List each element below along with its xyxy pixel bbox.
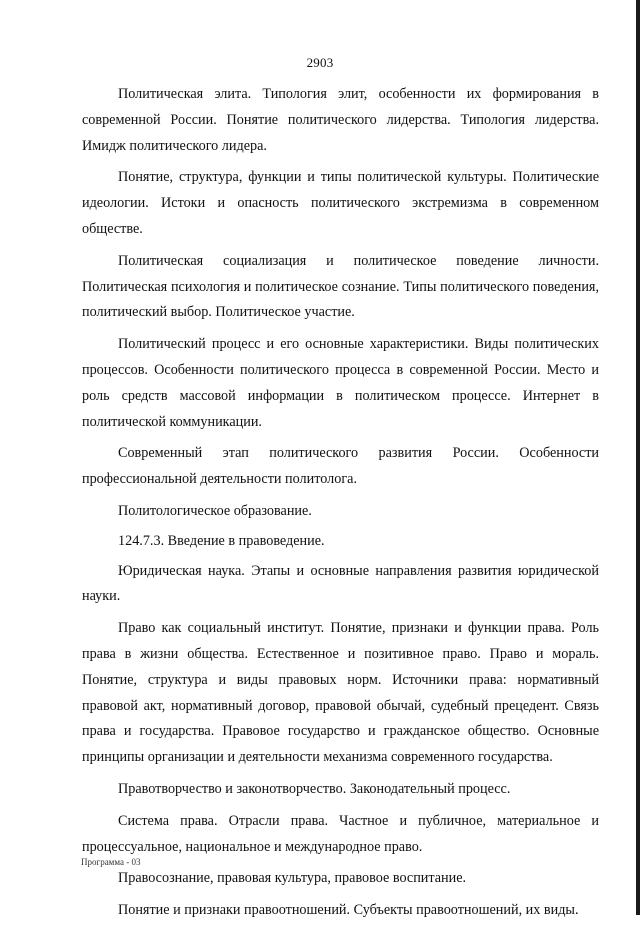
paragraph-legal-consciousness: Правосознание, правовая культура, правовое воспитание. xyxy=(118,870,467,887)
paragraph-lawmaking: Правотворчество и законотворчество. Законодательный процесс. xyxy=(118,780,511,797)
paragraph-system-of-law: Система права. Отрасли права. Частное и публичное, материальное и процессуальное, национальное и международное право. xyxy=(82,812,599,855)
paragraph-legal-science: Юридическая наука. Этапы и основные направления развития юридической науки. xyxy=(82,562,599,605)
page-footer: Программа - 03 xyxy=(81,857,141,867)
paragraph-legal-relations: Понятие и признаки правоотношений. Субъекты правоотношений, их виды. xyxy=(118,902,579,919)
paragraph-law-social-institution: Право как социальный институт. Понятие, признаки и функции права. Роль права в жизни общества. Естественное и позитивное право. Право и мораль. Понятие, структура и виды правовых норм. Источники права: нормативный правовой акт, нормативный договор, правовой обычай, судебный прецедент. Связь права и государства. Правовое государство и гражданское общество. Основные принципы организации и деятельности механизма современного государства. xyxy=(82,620,599,766)
paragraph-political-process: Политический процесс и его основные характеристики. Виды политических процессов. Особенности политического процесса в современной России. Место и роль средств массовой информации в политическом процессе. Интернет в политической коммуникации. xyxy=(82,336,599,430)
paragraph-current-stage: Современный этап политического развития России. Особенности профессиональной деятельности политолога. xyxy=(82,445,599,488)
paragraph-political-socialization: Политическая социализация и политическое поведение личности. Политическая психология и политическое сознание. Типы политического поведения, политический выбор. Политическое участие. xyxy=(82,252,599,321)
paragraph-political-culture: Понятие, структура, функции и типы политической культуры. Политические идеологии. Истоки и опасность политического экстремизма в современном обществе. xyxy=(82,169,599,237)
paragraph-political-elite: Политическая элита. Типология элит, особенности их формирования в современной России. Понятие политического лидерства. Типология лидерства. Имидж политического лидера. xyxy=(82,86,599,154)
section-heading-law-intro: 124.7.3. Введение в правоведение. xyxy=(118,532,325,549)
scan-edge xyxy=(636,0,640,915)
page-number: 2903 xyxy=(306,55,334,70)
paragraph-political-education: Политологическое образование. xyxy=(118,502,312,519)
document-body xyxy=(82,82,599,930)
